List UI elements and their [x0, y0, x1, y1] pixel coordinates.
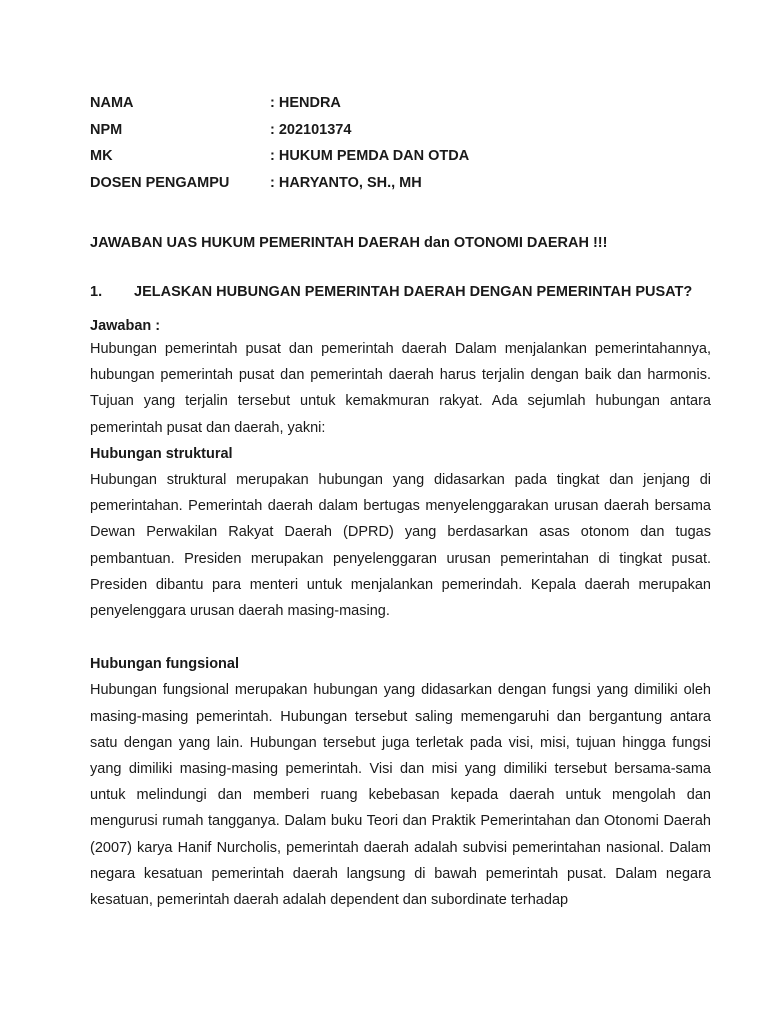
npm-label: NPM [90, 121, 123, 138]
identity-row-lecturer [90, 172, 690, 199]
course-label: MK [90, 148, 113, 164]
functional-heading: Hubungan fungsional [90, 656, 240, 673]
name-value: : HENDRA [270, 95, 341, 111]
identity-block [90, 92, 690, 198]
question-1 [90, 281, 692, 303]
identity-row-name [90, 92, 690, 119]
lecturer-label: DOSEN PENGAMPU [90, 174, 230, 191]
section-spacer [90, 624, 711, 651]
name-label: NAMA [90, 95, 134, 111]
answer-intro-paragraph: Hubungan pemerintah pusat dan pemerintah daerah Dalam menjalankan pemerintahannya, hubungan pemerintah pusat dan pemerintah daerah harus terjalin dengan baik dan harmonis. Tujuan yang terjalin tersebut untuk kemakmuran rakyat. Ada sejumlah hubungan antara pemerintah pusat dan daerah, yakni: [90, 341, 711, 436]
npm-value: : 202101374 [270, 121, 352, 138]
lecturer-value: : HARYANTO, SH., MH [270, 174, 422, 191]
question-text: JELASKAN HUBUNGAN PEMERINTAH DAERAH DENGAN PEMERINTAH PUSAT? [134, 284, 693, 300]
structural-paragraph: Hubungan struktural merupakan hubungan yang didasarkan pada tingkat dan jenjang di pemerintahan. Pemerintah daerah dalam bertugas menyelenggarakan urusan daerah bersama Dewan Perwakilan Rakyat Daerah (DPRD) yang berdasarkan asas otonom dan tugas pembantuan. Presiden merupakan penyelenggaran urusan pemerintahan di tingkat pusat. Presiden dibantu para menteri untuk menjalankan pemerindah. Kepala daerah merupakan penyelenggara urusan daerah masing-masing. [90, 472, 711, 620]
answer-content [90, 316, 711, 913]
identity-row-npm [90, 119, 690, 146]
answer-label: Jawaban : [90, 318, 161, 334]
identity-row-mk [90, 145, 690, 172]
exam-title: JAWABAN UAS HUKUM PEMERINTAH DAERAH dan OTONOMI DAERAH !!! [90, 235, 608, 251]
question-number: 1. [90, 284, 103, 300]
functional-paragraph: Hubungan fungsional merupakan hubungan yang didasarkan dengan fungsi yang dimiliki oleh masing-masing pemerintah. Hubungan tersebut saling memengaruhi dan bergantung antara satu dengan yang lain. Hubungan tersebut juga terletak pada visi, misi, tujuan hingga fungsi yang dimiliki masing-masing pemerintah. Visi dan misi yang dimiliki tersebut bersama-sama untuk melindungi dan memberi ruang kebebasan kepada daerah untuk mengolah dan mengurusi rumah tangganya. Dalam buku Teori dan Praktik Pemerintahan dan Otonomi Daerah (2007) karya Hanif Nurcholis, pemerintah daerah adalah subvisi pemerintahan nasional. Dalam negara kesatuan pemerintah daerah langsung di bawah pemerintah pusat. Dalam negara kesatuan, pemerintah daerah adalah dependent dan subordinate terhadap [90, 682, 711, 909]
course-value: : HUKUM PEMDA DAN OTDA [270, 148, 470, 164]
structural-heading: Hubungan struktural [90, 445, 233, 462]
